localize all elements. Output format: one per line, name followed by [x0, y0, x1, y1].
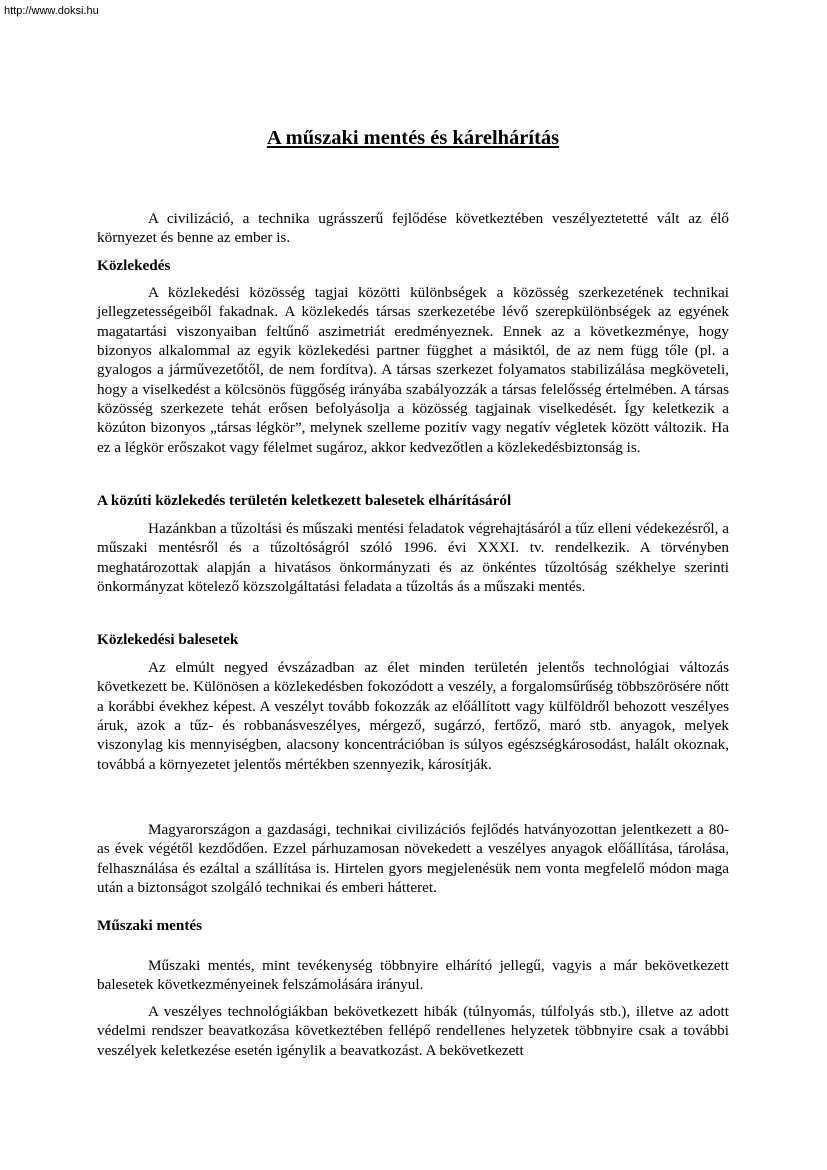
- intro-paragraph: A civilizáció, a technika ugrásszerű fejlődése következtében veszélyeztetetté vált az élő környezet és benne az ember is.: [97, 210, 729, 247]
- section-paragraph: Hazánkban a tűzoltási és műszaki mentési feladatok végrehajtásáról a tűz elleni védekezésről, a műszaki mentésről és a tűzoltóságról szóló 1996. évi XXXI. tv. rendelkezik. A törvényben meghatározottak alapján a hivatásos önkormányzati és az önkéntes tűzoltóság székhelye szerinti önkormányzat kötelező közszolgáltatási feladata a tűzoltás ás a műszaki mentés.: [97, 520, 729, 596]
- section-paragraph: A közlekedési közösség tagjai közötti különbségek a közösség szerkezetének technikai jellegzetességeiből fakadnak. A közlekedés társas szerkezetébe lévő szerepkülönbségek az egyének magatartási viszonyaiban feltűnő aszimetriát eredményeznek. Ennek az a következménye, hogy bizonyos alkalommal az egyik közlekedési partner függhet a másiktól, de az nem függ tőle (pl. a gyalogos a járművezetőtől, de nem fordítva). A társas szerkezet folyamatos stabilizálása megköveteli, hogy a viselkedést a kölcsönös függőség irányába szabályozzák a társas felelősség értelmében. A társas közösség szerkezete tehát erősen befolyásolja a közösség tagjainak viselkedését. Így keletkezik a közúton bizonyos „társas légkör”, melynek szelleme pozitív vagy negatív végletek között változik. Ha ez a légkör erőszakot vagy félelmet sugároz, akkor kedvezőtlen a közlekedésbiztonság is.: [97, 284, 729, 456]
- document-title: A műszaki mentés és kárelhárítás: [266, 127, 560, 149]
- section-heading-muszaki-mentes: Műszaki mentés: [97, 917, 203, 934]
- section-heading-kozuti-balesetek: A közúti közlekedés területén keletkezett balesetek elhárításáról: [97, 492, 512, 509]
- section-paragraph: Magyarországon a gazdasági, technikai civilizációs fejlődés hatványozottan jelentkezett a 80-as évek végétől kezdődően. Ezzel párhuzamosan növekedett a veszélyes anyagok előállítása, tárolása, felhasználása és ezáltal a szállítása is. Hirtelen gyors megjelenésük nem vonta megfelelő módon maga után a biztonságot szolgáló technikai és emberi hátteret.: [97, 821, 729, 897]
- section-paragraph: Az elmúlt negyed évszázadban az élet minden területén jelentős technológiai változás következett be. Különösen a közlekedésben fokozódott a veszély, a forgalomsűrűség többszörösére nőtt a korábbi évekhez képest. A veszélyt tovább fokozzák az előállított vagy külföldről behozott veszélyes áruk, azok a tűz- és robbanásveszélyes, mérgező, sugárzó, fertőző, maró stb. anyagok, melyek viszonylag kis mennyiségben, alacsony koncentrációban is súlyos egészségkárosodást, halált okoznak, továbbá a környezetet jelentős mértékben szennyezik, károsítják.: [97, 659, 729, 773]
- section-paragraph: Műszaki mentés, mint tevékenység többnyire elhárító jellegű, vagyis a már bekövetkezett balesetek következményeinek felszámolására irányul.: [97, 957, 729, 994]
- source-url: http://www.doksi.hu: [4, 5, 99, 17]
- section-heading-kozlekedes: Közlekedés: [97, 257, 171, 274]
- section-paragraph: A veszélyes technológiákban bekövetkezett hibák (túlnyomás, túlfolyás stb.), illetve az adott védelmi rendszer beavatkozása következtében fellépő rendellenes helyzetek többnyire csak a további veszélyek keletkezése esetén igénylik a beavatkozást. A bekövetkezett: [97, 1003, 729, 1059]
- section-heading-kozlekedesi-balesetek: Közlekedési balesetek: [97, 631, 239, 648]
